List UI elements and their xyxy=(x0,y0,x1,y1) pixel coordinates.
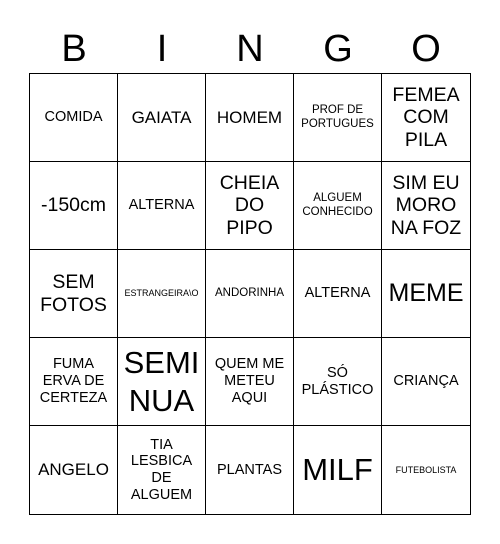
cell-text: QUEM ME METEU AQUI xyxy=(214,356,285,406)
cell-text: PLANTAS xyxy=(216,461,282,478)
cell-text: FUMA ERVA DE CERTEZA xyxy=(39,356,108,406)
cell-text: ALTERNA xyxy=(128,197,195,214)
bingo-cell[interactable] xyxy=(30,426,118,514)
bingo-cell[interactable] xyxy=(294,74,382,162)
cell-text: ANGELO xyxy=(38,460,109,480)
bingo-cell[interactable] xyxy=(294,426,382,514)
cell-text: COMIDA xyxy=(44,109,103,126)
header-letter-b: B xyxy=(61,28,87,70)
bingo-cell[interactable] xyxy=(30,74,118,162)
bingo-cell[interactable] xyxy=(206,162,294,250)
cell-text: ALTERNA xyxy=(304,285,371,302)
cell-text: MEME xyxy=(388,279,464,308)
cell-text: ESTRANGEIRA\O xyxy=(124,288,199,299)
cell-text: FUTEBOLISTA xyxy=(395,464,457,475)
bingo-cell[interactable] xyxy=(382,74,470,162)
bingo-cell[interactable] xyxy=(206,426,294,514)
header-letter-g: G xyxy=(323,28,353,70)
bingo-cell[interactable] xyxy=(294,250,382,338)
cell-text: GAIATA xyxy=(131,107,192,127)
bingo-cell[interactable] xyxy=(30,250,118,338)
cell-text: PROF DE PORTUGUES xyxy=(301,104,374,130)
cell-text: MILF xyxy=(302,452,373,488)
cell-text: CRIANÇA xyxy=(393,373,459,390)
header-letter-o: O xyxy=(411,28,441,70)
bingo-header xyxy=(30,26,470,72)
bingo-cell[interactable] xyxy=(30,162,118,250)
cell-text: SIM EU MORO NA FOZ xyxy=(390,171,462,239)
cell-text: -150cm xyxy=(40,194,107,217)
cell-text: SEMI NUA xyxy=(123,345,200,418)
bingo-cell[interactable] xyxy=(118,338,206,426)
cell-text: SÓ PLÁSTICO xyxy=(301,364,374,398)
bingo-cell[interactable] xyxy=(382,250,470,338)
cell-text: FEMEA COM PILA xyxy=(392,83,460,151)
bingo-cell[interactable] xyxy=(118,74,206,162)
bingo-cell[interactable] xyxy=(294,338,382,426)
bingo-cell[interactable] xyxy=(206,338,294,426)
cell-text: SEM FOTOS xyxy=(40,271,107,316)
bingo-cell[interactable] xyxy=(382,338,470,426)
bingo-cell[interactable] xyxy=(118,250,206,338)
header-letter-i: I xyxy=(156,28,168,70)
bingo-cell[interactable] xyxy=(206,74,294,162)
cell-text: CHEIA DO PIPO xyxy=(219,171,280,239)
bingo-cell[interactable] xyxy=(382,162,470,250)
bingo-cell[interactable] xyxy=(206,250,294,338)
cell-text: HOMEM xyxy=(216,107,283,127)
cell-text: ALGUEM CONHECIDO xyxy=(302,192,373,218)
bingo-board xyxy=(29,73,471,515)
bingo-cell[interactable] xyxy=(118,162,206,250)
cell-text: ANDORINHA xyxy=(214,286,284,299)
bingo-cell[interactable] xyxy=(118,426,206,514)
bingo-cell[interactable] xyxy=(382,426,470,514)
header-letter-n: N xyxy=(236,28,264,70)
bingo-cell[interactable] xyxy=(294,162,382,250)
bingo-cell[interactable] xyxy=(30,338,118,426)
cell-text: TIA LESBICA DE ALGUEM xyxy=(130,436,193,503)
